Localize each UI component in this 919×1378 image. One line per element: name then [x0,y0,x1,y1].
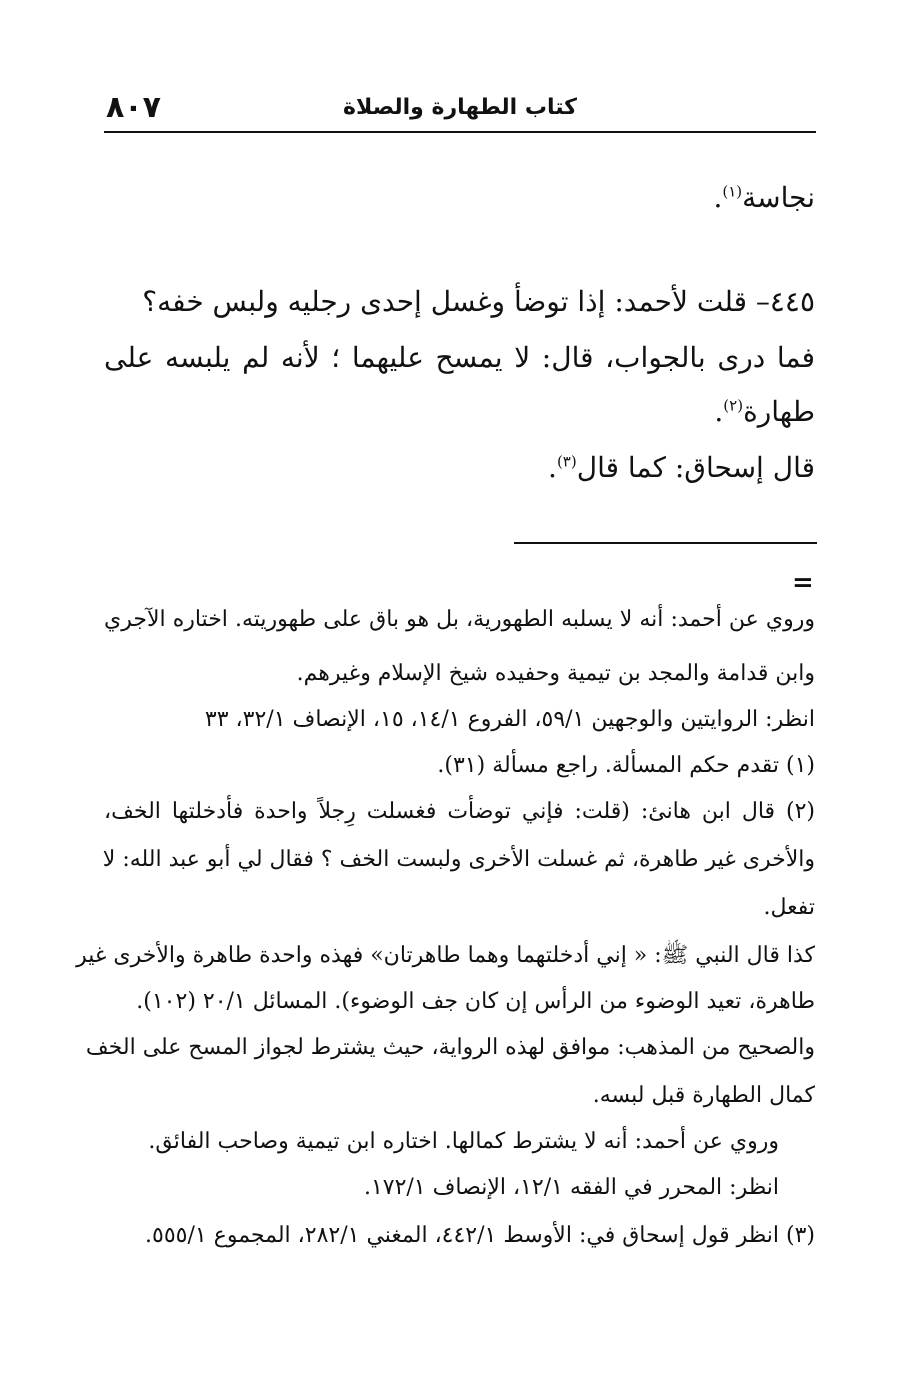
footnote-2-line: كمال الطهارة قبل لبسه. [592,1083,815,1108]
footnote-2-line: والصحيح من المذهب: موافق لهذه الرواية، حيث يشترط لجواز المسح على الخف [85,1035,815,1060]
ishaq-statement-text: قال إسحاق: كما قال [576,451,815,484]
previous-page-ending-text: نجاسة [742,181,815,214]
period: . [713,181,723,214]
answer-line-2-text: طهارة [743,395,815,428]
footnote-2-line: طاهرة، تعيد الوضوء من الرأس إن كان جف الوضوء). المسائل ٢٠/١ (١٠٢). [136,989,815,1014]
footnote-2-line: (٢) قال ابن هانئ: (قلت: فإني توضأت فغسلت رِجلاً واحدة فأدخلتها الخف، [104,799,815,824]
footnote-continuation-line: انظر: الروايتين والوجهين ٥٩/١، الفروع ١٤/١، ١٥، الإنصاف ٣٢/١، ٣٣ [204,707,815,732]
answer-line-1: فما درى بالجواب، قال: لا يمسح عليهما ؛ لأنه لم يلبسه على [104,341,815,374]
footnote-continuation-line: وابن قدامة والمجد بن تيمية وحفيده شيخ الإسلام وغيرهم. [296,661,815,686]
footnote-continuation-line: وروي عن أحمد: أنه لا يسلبه الطهورية، بل هو باق على طهوريته. اختاره الآجري [104,607,815,632]
footnote-separator [514,542,817,544]
page-number: ٨٠٧ [106,90,161,125]
answer-line-2 [714,392,815,432]
footnote-3: (٣) انظر قول إسحاق في: الأوسط ٤٤٢/١، المغني ٢٨٢/١، المجموع ٥٥٥/١. [145,1223,815,1248]
running-title: كتاب الطهارة والصلاة [343,95,577,120]
header-rule [104,131,816,133]
footnote-2-line: كذا قال النبي ﷺ: « إني أدخلتهما وهما طاهرتان» فهذه واحدة طاهرة والأخرى غير [76,943,815,968]
footnote-2-line: وروي عن أحمد: أنه لا يشترط كمالها. اختاره ابن تيمية وصاحب الفائق. [148,1129,779,1154]
question-445: ٤٤٥– قلت لأحمد: إذا توضأ وغسل إحدى رجليه ولبس خفه؟ [142,285,815,318]
period: . [548,451,557,484]
footnote-2-line: انظر: المحرر في الفقه ١٢/١، الإنصاف ١٧٢/١. [363,1175,779,1200]
footnote-marker-2: (٢) [723,396,744,415]
ishaq-statement [548,448,815,488]
previous-page-ending [713,178,815,218]
continuation-mark: = [792,568,814,598]
footnote-2-line: والأخرى غير طاهرة، ثم غسلت الأخرى ولبست الخف ؟ فقال لي أبو عبد الله: لا [102,847,815,872]
footnote-marker-3: (٣) [556,452,577,471]
period: . [714,395,724,428]
footnote-1: (١) تقدم حكم المسألة. راجع مسألة (٣١). [437,753,815,778]
footnote-marker-1: (١) [722,182,743,201]
footnote-2-line: تفعل. [763,895,815,920]
